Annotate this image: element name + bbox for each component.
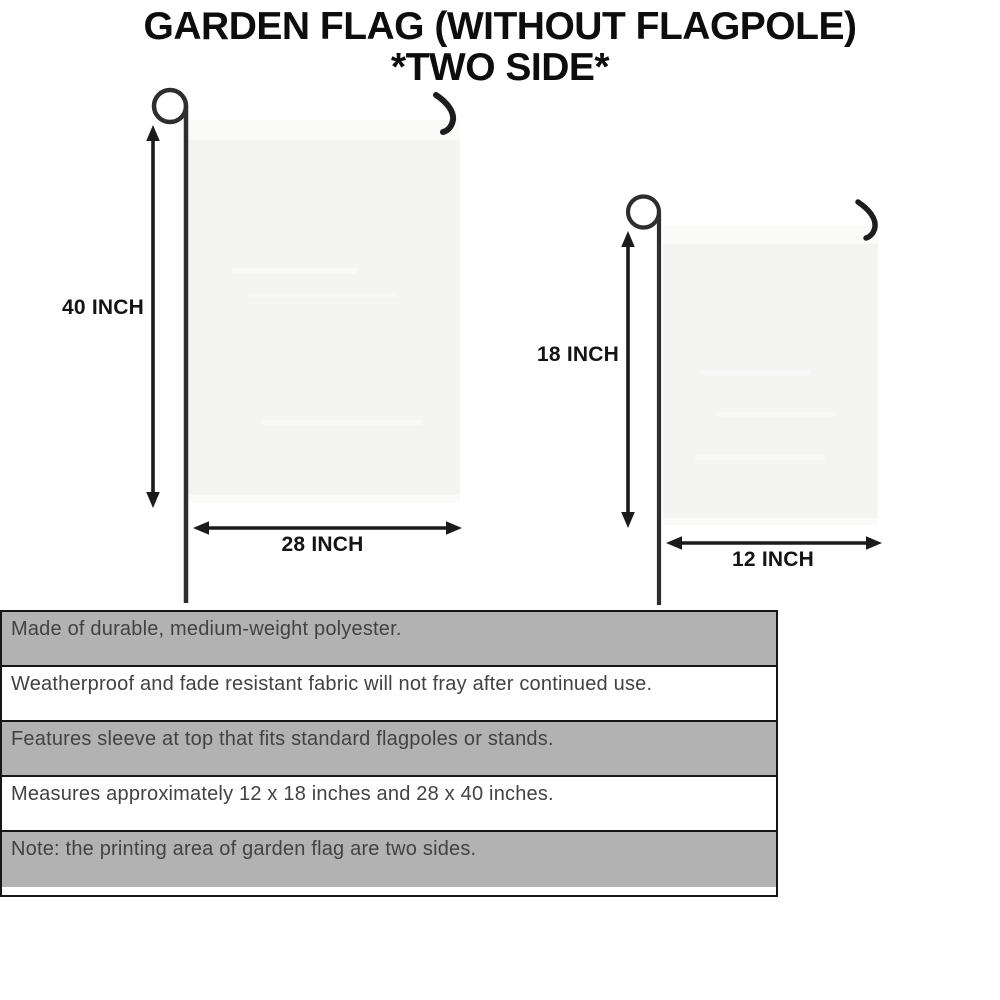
feature-text: Weatherproof and fade resistant fabric will not fray after continued use.	[11, 673, 653, 695]
large-flagpole-loop-icon	[154, 90, 186, 122]
small-height-arrow	[621, 231, 635, 528]
large-flag-sleeve	[188, 120, 460, 140]
large-flag-group	[146, 90, 462, 603]
small-flag-canvas	[663, 226, 878, 525]
features-table	[0, 610, 778, 897]
wrinkle-highlight	[248, 293, 398, 298]
wrinkle-highlight	[695, 455, 825, 460]
feature-text: Note: the printing area of garden flag are two sides.	[11, 838, 477, 860]
small-flag-hem	[663, 518, 878, 525]
small-flag-group	[621, 197, 882, 606]
large-flag-height-label: 40 INCH	[62, 296, 144, 319]
wrinkle-highlight	[700, 370, 810, 375]
feature-text: Made of durable, medium-weight polyester.	[11, 618, 402, 640]
wrinkle-highlight	[715, 412, 835, 417]
title-line-1: GARDEN FLAG (WITHOUT FLAGPOLE)	[143, 5, 857, 48]
large-flag-width-label: 28 INCH	[281, 533, 364, 556]
feature-row	[2, 612, 776, 667]
small-flag-height-label: 18 INCH	[537, 343, 619, 366]
title-line-2: *TWO SIDE*	[390, 46, 610, 89]
feature-row	[2, 832, 776, 887]
feature-row	[2, 722, 776, 777]
feature-row	[2, 667, 776, 722]
small-flag-width-label: 12 INCH	[732, 548, 814, 571]
feature-text: Measures approximately 12 x 18 inches and 28 x 40 inches.	[11, 783, 554, 805]
wrinkle-highlight	[232, 268, 357, 274]
wrinkle-highlight	[262, 420, 422, 425]
large-flag-canvas	[188, 120, 460, 503]
feature-text: Features sleeve at top that fits standard flagpoles or stands.	[11, 728, 554, 750]
small-flagpole-loop-icon	[628, 197, 659, 228]
small-flag-sleeve	[663, 226, 878, 244]
feature-row	[2, 777, 776, 832]
large-flag-hem	[188, 495, 460, 503]
